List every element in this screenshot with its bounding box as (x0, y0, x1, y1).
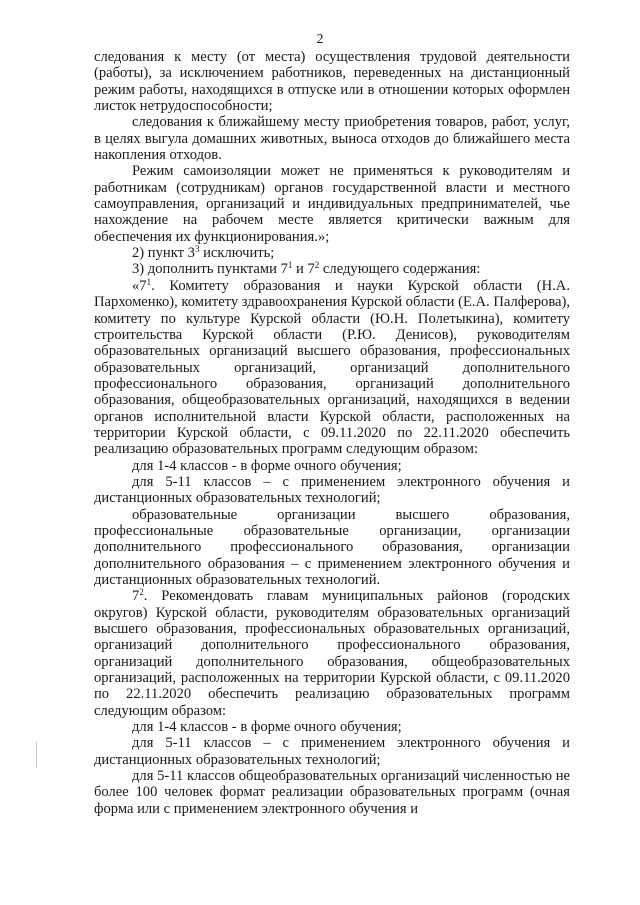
paragraph-9: образовательные организации высшего образования, профессиональные образовательные организации, организации дополнительного профессионального образования, организации дополнительного образования – с применением электронного обучения и дистанционных образовательных технологий. (94, 506, 570, 588)
document-body (94, 49, 570, 817)
paragraph-11: для 1-4 классов - в форме очного обучения; (132, 719, 402, 736)
paragraph-4: 2) пункт $3^3$ исключить; (132, 244, 275, 262)
paragraph-13: для 5-11 классов общеобразовательных организаций численностью не более 100 человек формат реализации образовательных программ (очная форма или с применением электронного обучения и (94, 768, 570, 817)
page-number: 2 (316, 32, 324, 47)
paragraph-3: Режим самоизоляции может не применяться к руководителям и работникам (сотрудникам) органов государственной власти и местного самоуправления, организаций и индивидуальных предпринимателей, чье нахождение на рабочем месте является критически важным для обеспечения их функционирования.»; (94, 163, 570, 245)
left-margin-mark (36, 742, 37, 768)
paragraph-6: «$7^1$. Комитету образования и науки Курской области (Н.А. Пархоменко), комитету здравоохранения Курской области (Е.А. Палферова), комитету по культуре Курской области (Ю.Н. Полетыкина), комитету строительства Курской области (Р.Ю. Денисов), руководителям образовательных организаций высшего образования, профессиональных образовательных организаций, организаций дополнительного профессионального образования, организаций дополнительного образования, общеобразовательных организаций, находящихся в ведении органов исполнительной власти Курской области, расположенных на территории Курской области, с 09.11.2020 по 22.11.2020 обеспечить реализацию образовательных программ следующим образом: (94, 276, 570, 458)
paragraph-7: для 1-4 классов - в форме очного обучения; (132, 457, 402, 474)
paragraph-1: следования к месту (от места) осуществления трудовой деятельности (работы), за исключением работников, переведенных на дистанционный режим работы, находящихся в отпуске или в отношении которых оформлен листок нетрудоспособности; (94, 49, 570, 115)
paragraph-2: следования к ближайшему месту приобретения товаров, работ, услуг, в целях выгула домашних животных, выноса отходов до ближайшего места накопления отходов. (94, 114, 570, 164)
paragraph-8: для 5-11 классов – с применением электронного обучения и дистанционных образовательных технологий; (94, 473, 570, 507)
paragraph-5: 3) дополнить пунктами $7^1$ и $7^2$ следующего содержания: (132, 260, 481, 278)
paragraph-12: для 5-11 классов – с применением электронного обучения и дистанционных образовательных технологий; (94, 735, 570, 768)
paragraph-10: $7^2$. Рекомендовать главам муниципальных районов (городских округов) Курской области, руководителям образовательных организаций высшего образования, профессиональных образовательных организаций, организаций дополнительного профессионального образования, организаций дополнительного образования, общеобразовательных организаций, расположенных на территории Курской области, с 09.11.2020 по 22.11.2020 обеспечить реализацию образовательных программ следующим образом: (94, 587, 570, 719)
